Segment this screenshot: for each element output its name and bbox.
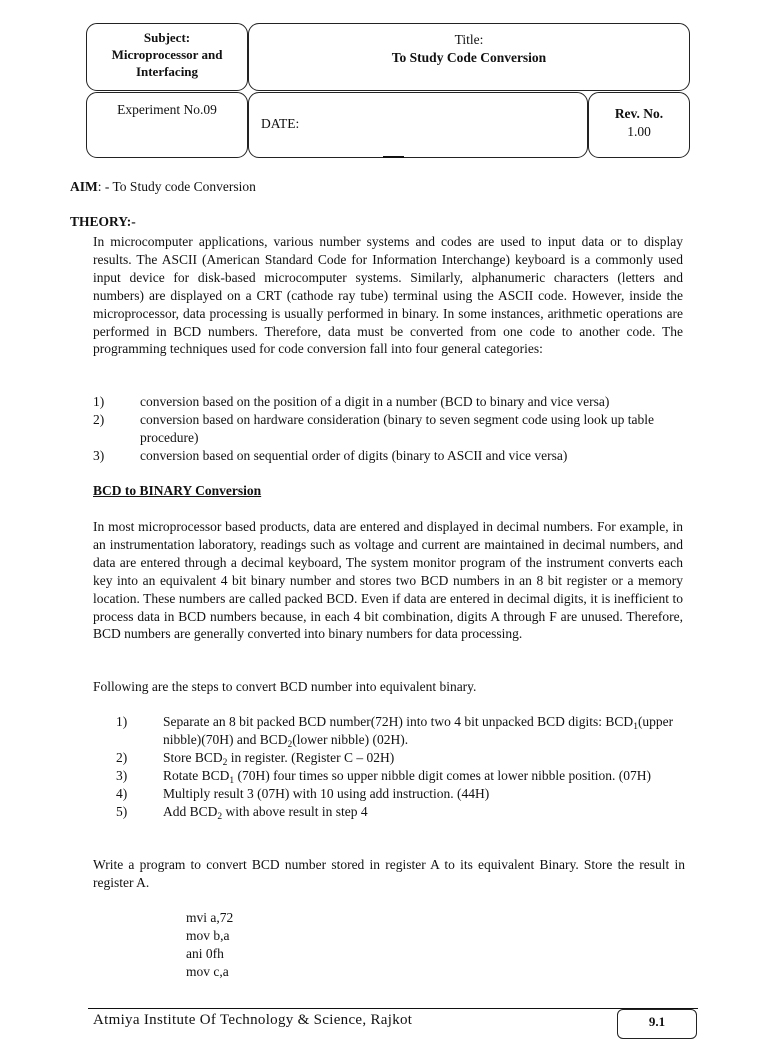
list-item: [93, 393, 693, 411]
subscript: 1: [633, 722, 638, 732]
subscript: 2: [217, 811, 223, 822]
aim-label: AIM: [70, 179, 98, 194]
section-heading: BCD to BINARY Conversion: [93, 483, 262, 498]
step-item: [116, 749, 684, 767]
revision-value: 1.00: [627, 123, 651, 139]
step-text: Add BCD: [163, 803, 218, 819]
step-text: (lower nibble) (02H).: [292, 731, 409, 747]
date-label: DATE:: [261, 116, 300, 131]
list-item-text: conversion based on hardware consideration (binary to seven segment code using look up table procedure): [140, 411, 654, 445]
step-number: 4): [116, 785, 128, 801]
theory-heading: THEORY:-: [70, 214, 136, 229]
list-item-number: 2): [93, 411, 105, 427]
institute-name: Atmiya Institute Of Technology & Science, Rajkot: [93, 1012, 413, 1028]
steps-intro: Following are the steps to convert BCD number into equivalent binary.: [93, 679, 477, 694]
step-text: in register. (Register C – 02H): [227, 749, 395, 765]
subscript: 2: [222, 757, 228, 768]
step-text: (upper nibble)(70H) and BCD: [163, 714, 674, 747]
step-text: Multiply result 3 (07H) with 10 using add instruction. (44H): [163, 785, 490, 801]
program-task: Write a program to convert BCD number stored in register A to its equivalent Binary. Store the result in register A.: [93, 857, 685, 890]
list-item-number: 3): [93, 447, 105, 463]
title-box: [248, 23, 690, 91]
theory-intro: In microcomputer applications, various number systems and codes are used to input data or to display results. The ASCII (American Standard Code for Information Interchange) keyboard is a commonly used input device for disk-based microcomputer systems. Similarly, alphanumeric characters (letters and numbers) are displayed on a CRT (cathode ray tube) terminal using the ASCII code. However, inside the microprocessor, data processing is usually performed in binary. In some instances, arithmetic operations are performed in BCD numbers. Therefore, data must be converted from one code to another code. The programming techniques used for code conversion fall into four general categories:: [93, 234, 683, 357]
step-number: 5): [116, 803, 128, 819]
step-number: 3): [116, 767, 128, 783]
code-block: [186, 909, 233, 981]
subject-line-2: Interfacing: [135, 64, 199, 79]
list-item-text: conversion based on sequential order of digits (binary to ASCII and vice versa): [140, 447, 568, 463]
step-item: [116, 767, 684, 785]
experiment-number: Experiment No.09: [117, 102, 217, 117]
revision-box: [588, 92, 690, 158]
divider: [383, 156, 404, 158]
step-item: [116, 803, 684, 821]
revision-label: Rev. No.: [614, 106, 664, 121]
step-text: with above result in step 4: [222, 803, 368, 819]
aim-text: : - To Study code Conversion: [97, 179, 256, 194]
steps-list: [116, 713, 684, 820]
subject-box: [86, 23, 248, 91]
code-line: mov c,a: [186, 963, 229, 979]
code-line: mov b,a: [186, 927, 230, 943]
aim-line: [70, 178, 256, 196]
list-item: [93, 447, 693, 465]
subscript: 1: [229, 775, 235, 786]
step-text: Store BCD: [163, 749, 223, 765]
step-text: (70H) four times so upper nibble digit comes at lower nibble position. (07H): [234, 767, 652, 783]
step-text: Rotate BCD: [163, 767, 230, 783]
list-item-number: 1): [93, 394, 105, 409]
step-text: Separate an 8 bit packed BCD number(72H) into two 4 bit unpacked BCD digits: BCD: [163, 714, 634, 729]
step-item: [116, 713, 684, 749]
category-list: [93, 393, 693, 465]
bcd-paragraph: In most microprocessor based products, data are entered and displayed in decimal numbers. For example, in an instrumentation laboratory, readings such as voltage and current are maintained in decimal numbers, and data are entered through a decimal keyboard, The system monitor program of the instrument converts each key into an equivalent 4 bit binary number and stores two BCD numbers in an 8 bit register or a memory location. These numbers are called packed BCD. Even if data are entered in decimal digits, it is inefficient to process data in BCD numbers because, in each 4 bit combination, digits A through F are unused. Therefore, BCD numbers are generally converted into binary numbers for data processing.: [93, 519, 683, 642]
footer-rule: [88, 1008, 698, 1009]
subject-line-1: Microprocessor and: [111, 47, 223, 62]
title-label: Title:: [454, 32, 484, 47]
list-item-text: conversion based on the position of a digit in a number (BCD to binary and vice versa): [140, 394, 610, 409]
list-item: [93, 411, 693, 447]
code-line: ani 0fh: [186, 945, 224, 961]
date-box: [248, 92, 588, 158]
page-number: 9.1: [617, 1009, 697, 1039]
step-number: 2): [116, 749, 128, 765]
step-item: [116, 785, 684, 803]
title-value: To Study Code Conversion: [391, 50, 547, 65]
code-line: mvi a,72: [186, 910, 234, 925]
step-number: 1): [116, 714, 128, 729]
subscript: 2: [287, 739, 293, 750]
subject-label: Subject:: [143, 30, 191, 45]
experiment-box: [86, 92, 248, 158]
